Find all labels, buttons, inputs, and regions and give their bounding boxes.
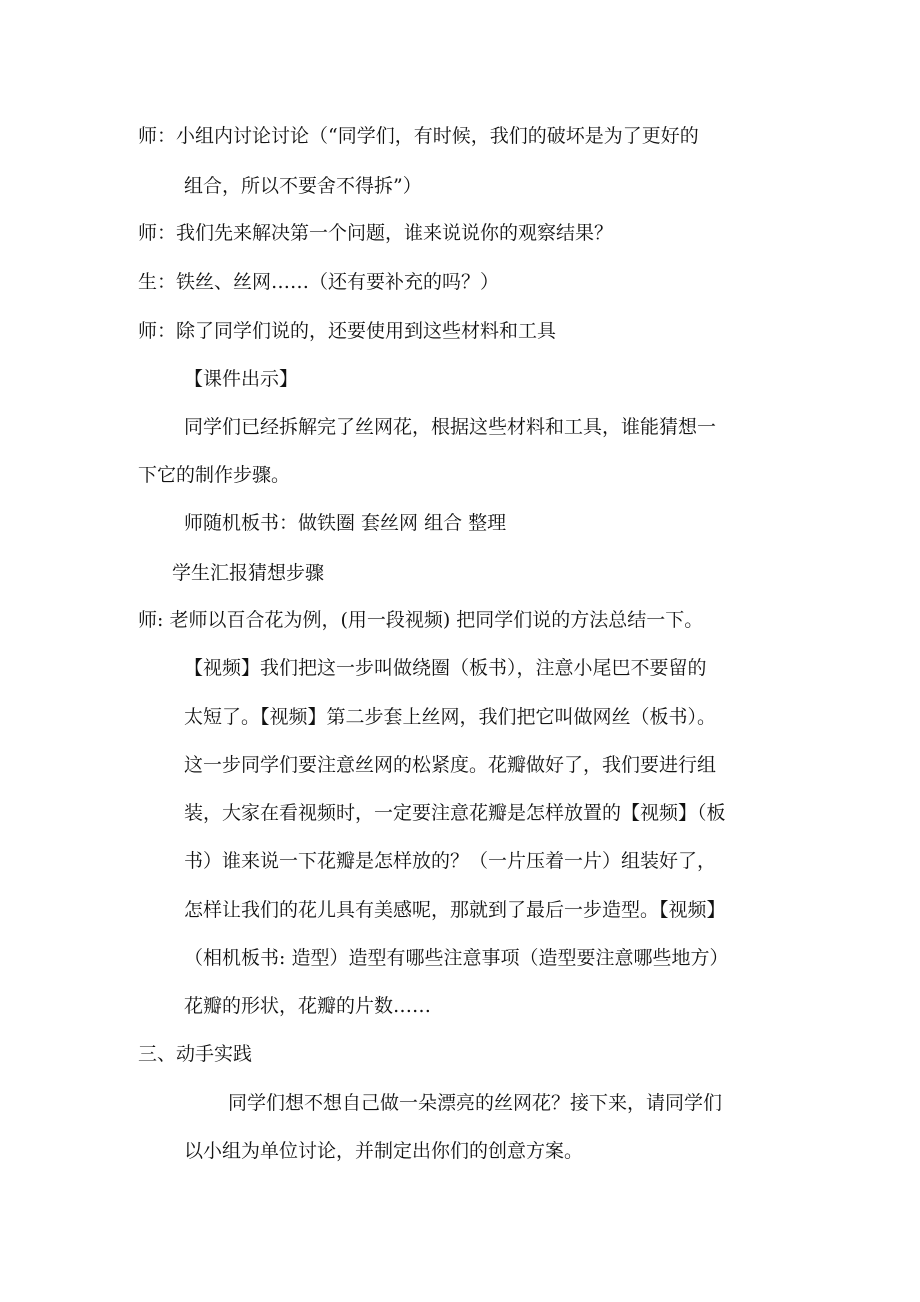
text-line: 师随机板书：做铁圈 套丝网 组合 整理 bbox=[184, 512, 507, 534]
text-line: 生：铁丝、丝网……（还有要补充的吗？） bbox=[138, 271, 500, 293]
text-line: 同学们想不想自己做一朵漂亮的丝网花？接下来，请同学们 bbox=[228, 1092, 723, 1114]
text-line: 师: 老师以百合花为例，(用一段视频) 把同学们说的方法总结一下。 bbox=[138, 609, 704, 631]
text-line: 花瓣的形状，花瓣的片数…… bbox=[184, 995, 432, 1017]
text-line: 书）谁来说一下花瓣是怎样放的？（一片压着一片）组装好了， bbox=[184, 850, 717, 872]
section-heading: 三、动手实践 bbox=[138, 1043, 253, 1065]
text-line: 师：除了同学们说的，还要使用到这些材料和工具 bbox=[138, 320, 557, 342]
text-line: 师：我们先来解决第一个问题，谁来说说你的观察结果？ bbox=[138, 222, 614, 244]
text-line: 这一步同学们要注意丝网的松紧度。花瓣做好了，我们要进行组 bbox=[184, 754, 717, 776]
text-line: 学生汇报猜想步骤 bbox=[172, 562, 325, 584]
text-line: 【课件出示】 bbox=[184, 368, 299, 390]
text-line: 师：小组内讨论讨论（“同学们，有时候，我们的破坏是为了更好的 bbox=[138, 125, 699, 147]
text-line: 装，大家在看视频时，一定要注意花瓣是怎样放置的【视频】（板 bbox=[184, 802, 726, 824]
text-line: 组合，所以不要舍不得拆”） bbox=[184, 175, 422, 197]
text-line: 同学们已经拆解完了丝网花，根据这些材料和工具，谁能猜想一 bbox=[184, 416, 717, 438]
text-line: （相机板书: 造型）造型有哪些注意事项（造型要注意哪些地方） bbox=[184, 947, 729, 969]
text-line: 以小组为单位讨论，并制定出你们的创意方案。 bbox=[184, 1140, 584, 1162]
text-line: 怎样让我们的花儿具有美感呢，那就到了最后一步造型。【视频】 bbox=[184, 899, 726, 921]
text-line: 下它的制作步骤。 bbox=[138, 464, 291, 486]
text-line: 太短了。【视频】第二步套上丝网，我们把它叫做网丝（板书）。 bbox=[184, 706, 717, 728]
text-line: 【视频】我们把这一步叫做绕圈（板书），注意小尾巴不要留的 bbox=[184, 657, 707, 679]
